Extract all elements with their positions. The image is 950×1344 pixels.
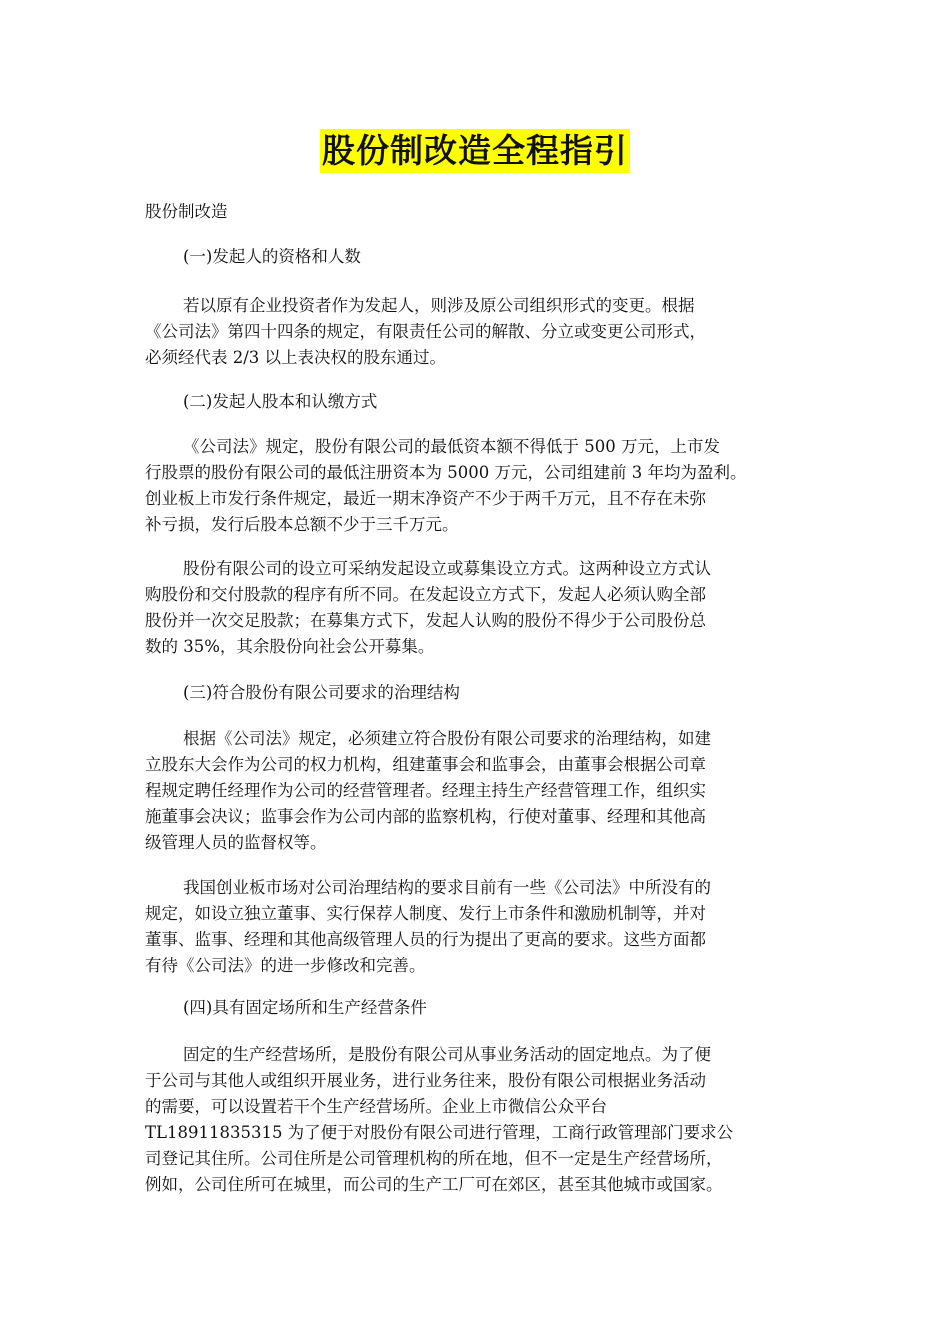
body-paragraph xyxy=(145,293,805,371)
paragraph-line: 施董事会决议；监事会作为公司内部的监察机构，行使对董事、经理和其他高 xyxy=(145,807,706,826)
body-paragraph xyxy=(145,1042,805,1198)
body-paragraph xyxy=(145,726,805,856)
paragraph-line: 的需要，可以设置若干个生产经营场所。企业上市微信公众平台 xyxy=(145,1097,607,1116)
heading-text: (四)具有固定场所和生产经营条件 xyxy=(183,998,427,1017)
paragraph-line: 固定的生产经营场所，是股份有限公司从事业务活动的固定地点。为了便 xyxy=(183,1045,711,1064)
paragraph-line: 《公司法》规定，股份有限公司的最低资本额不得低于 500 万元，上市发 xyxy=(183,437,720,456)
subsection-heading xyxy=(145,389,805,415)
paragraph-line: 有待《公司法》的进一步修改和完善。 xyxy=(145,956,426,975)
subsection-heading xyxy=(145,995,805,1021)
paragraph-line: 《公司法》第四十四条的规定，有限责任公司的解散、分立或变更公司形式， xyxy=(145,322,706,341)
paragraph-line: 股份并一次交足股款；在募集方式下，发起人认购的股份不得少于公司股份总 xyxy=(145,611,706,630)
paragraph-line: TL18911835315 为了便于对股份有限公司进行管理，工商行政管理部门要求公 xyxy=(145,1123,734,1142)
paragraph-line: 购股份和交付股款的程序有所不同。在发起设立方式下，发起人必须认购全部 xyxy=(145,585,706,604)
paragraph-line: 创业板上市发行条件规定，最近一期末净资产不少于两千万元，且不存在未弥 xyxy=(145,489,706,508)
page-title: 股份制改造全程指引 xyxy=(320,129,630,173)
paragraph-line: 补亏损，发行后股本总额不少于三千万元。 xyxy=(145,515,459,534)
paragraph-line: 规定，如设立独立董事、实行保荐人制度、发行上市条件和激励机制等，并对 xyxy=(145,904,706,923)
section-title: 股份制改造 xyxy=(145,202,228,221)
subsection-heading xyxy=(145,244,805,270)
body-paragraph xyxy=(145,556,805,660)
heading-text: (三)符合股份有限公司要求的治理结构 xyxy=(183,683,460,702)
paragraph-line: 若以原有企业投资者作为发起人，则涉及原公司组织形式的变更。根据 xyxy=(183,296,695,315)
paragraph-line: 董事、监事、经理和其他高级管理人员的行为提出了更高的要求。这些方面都 xyxy=(145,930,706,949)
paragraph-line: 我国创业板市场对公司治理结构的要求目前有一些《公司法》中所没有的 xyxy=(183,878,711,897)
subsection-heading xyxy=(145,680,805,706)
title-container xyxy=(0,129,950,173)
heading-text: (一)发起人的资格和人数 xyxy=(183,247,361,266)
heading-text: (二)发起人股本和认缴方式 xyxy=(183,392,378,411)
paragraph-line: 必须经代表 2/3 以上表决权的股东通过。 xyxy=(145,348,447,367)
paragraph-line: 于公司与其他人或组织开展业务，进行业务往来，股份有限公司根据业务活动 xyxy=(145,1071,706,1090)
body-paragraph xyxy=(145,875,805,979)
paragraph-line: 级管理人员的监督权等。 xyxy=(145,833,327,852)
paragraph-line: 根据《公司法》规定，必须建立符合股份有限公司要求的治理结构，如建 xyxy=(183,729,711,748)
paragraph-line: 立股东大会作为公司的权力机构，组建董事会和监事会，由董事会根据公司章 xyxy=(145,755,706,774)
paragraph-line: 股份有限公司的设立可采纳发起设立或募集设立方式。这两种设立方式认 xyxy=(183,559,711,578)
paragraph-line: 数的 35%，其余股份向社会公开募集。 xyxy=(145,637,435,656)
paragraph-line: 司登记其住所。公司住所是公司管理机构的所在地，但不一定是生产经营场所， xyxy=(145,1149,723,1168)
body-paragraph xyxy=(145,434,805,538)
paragraph-line: 程规定聘任经理作为公司的经营管理者。经理主持生产经营管理工作，组织实 xyxy=(145,781,706,800)
paragraph-line: 行股票的股份有限公司的最低注册资本为 5000 万元，公司组建前 3 年均为盈利。 xyxy=(145,463,747,482)
section-title-block xyxy=(145,199,805,225)
paragraph-line: 例如，公司住所可在城里，而公司的生产工厂可在郊区，甚至其他城市或国家。 xyxy=(145,1175,723,1194)
